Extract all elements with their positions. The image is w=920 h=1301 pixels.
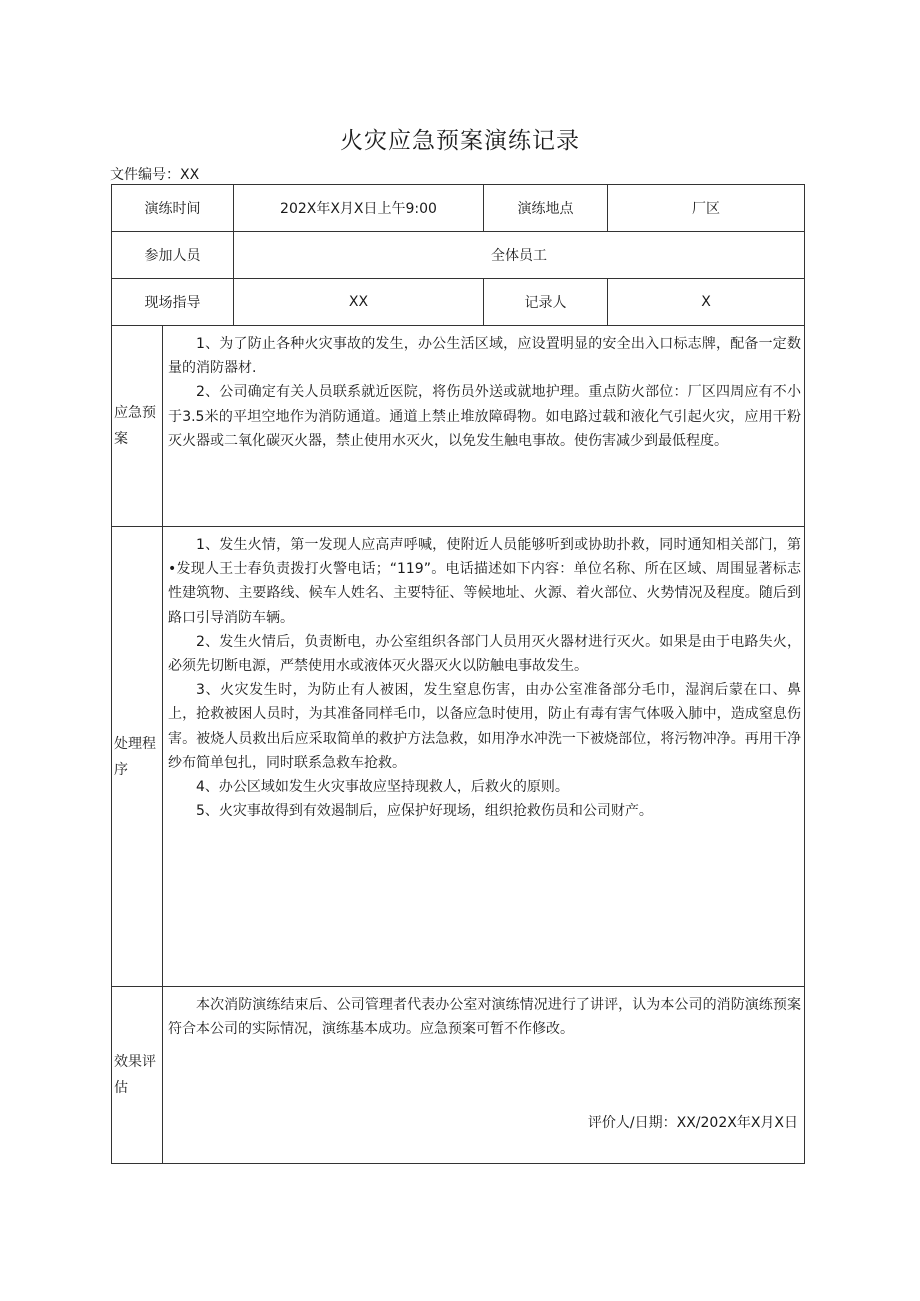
guide-value: XX (234, 279, 484, 326)
place-label: 演练地点 (484, 185, 608, 232)
participants-value: 全体员工 (234, 232, 805, 279)
plan-paragraph-1: 1、为了防止各种火灾事故的发生，办公生活区域，应设置明显的安全出入口标志牌，配备一定数量的消防器材. (168, 336, 801, 377)
emergency-plan-content (163, 326, 805, 527)
plan-paragraph-2: 2、公司确定有关人员联系就近医院，将伤员外送或就地护理。重点防火部位：厂区四周应有不小于3.5米的平坦空地作为消防通道。通道上禁止堆放障碍物。如电路过载和液化气引起火灾，应用干粉灭火器或二氧化碳灭火器，禁止使用水灭火，以免发生触电事故。使伤害减少到最低程度。 (168, 384, 801, 449)
place-value: 厂区 (608, 185, 805, 232)
row-time-place (112, 185, 805, 232)
procedure-content (163, 527, 805, 987)
evaluation-wrapper (168, 993, 801, 1159)
procedure-paragraph-5: 5、火灾事故得到有效遏制后，应保护好现场，组织抢救伤员和公司财产。 (196, 803, 653, 820)
evaluation-text: 本次消防演练结束后、公司管理者代表办公室对演练情况进行了讲评，认为本公司的消防演练预案符合本公司的实际情况，演练基本成功。应急预案可暂不作修改。 (168, 997, 801, 1038)
row-procedure (112, 527, 805, 987)
evaluator-signature: 评价人/日期：XX/202X年X月X日 (587, 1114, 798, 1131)
procedure-paragraph-4: 4、办公区域如发生火灾事故应坚持现救人，后救火的原则。 (196, 779, 569, 796)
procedure-paragraph-2: 2、发生火情后，负责断电，办公室组织各部门人员用灭火器材进行灭火。如果是由于电路失火，必须先切断电源，严禁使用水或液体灭火器灭火以防触电事故发生。 (168, 633, 801, 675)
evaluation-content (163, 987, 805, 1164)
row-emergency-plan (112, 326, 805, 527)
emergency-plan-label: 应急预案 (112, 326, 163, 527)
procedure-paragraph-1: 1、发生火情，第一发现人应高声呼喊，使附近人员能够听到或协助扑救，同时通知相关部门，第•发现人王士春负责拨打火警电话；“119”。电话描述如下内容：单位名称、所在区域、周围显著标志性建筑物、主要路线、候车人姓名、主要特征、等候地址、火源、着火部位、火势情况及程度。随后到路口引导消防车辆。 (168, 537, 801, 626)
procedure-paragraph-3: 3、火灾发生时，为防止有人被困，发生窒息伤害，由办公室准备部分毛巾，湿润后蒙在口、鼻上，抢救被困人员时，为其准备同样毛巾，以备应急时使用，防止有毒有害气体吸入肺中，造成窒息伤害。被烧人员救出后应采取简单的救护方法急救，如用净水冲洗一下被烧部位，将污物冲净。再用干净纱布简单包扎，同时联系急救车抢救。 (168, 682, 801, 771)
row-evaluation (112, 987, 805, 1164)
time-label: 演练时间 (112, 185, 234, 232)
participants-label: 参加人员 (112, 232, 234, 279)
evaluation-label: 效果评估 (112, 987, 163, 1164)
row-guide-recorder (112, 279, 805, 326)
recorder-value: X (608, 279, 805, 326)
row-participants (112, 232, 805, 279)
guide-label: 现场指导 (112, 279, 234, 326)
drill-record-table (111, 184, 805, 1164)
document-number: 文件编号：XX (110, 167, 200, 183)
procedure-label: 处理程序 (112, 527, 163, 987)
page-title: 火灾应急预案演练记录 (340, 128, 580, 154)
recorder-label: 记录人 (484, 279, 608, 326)
time-value: 202X年X月X日上午9:00 (234, 185, 484, 232)
